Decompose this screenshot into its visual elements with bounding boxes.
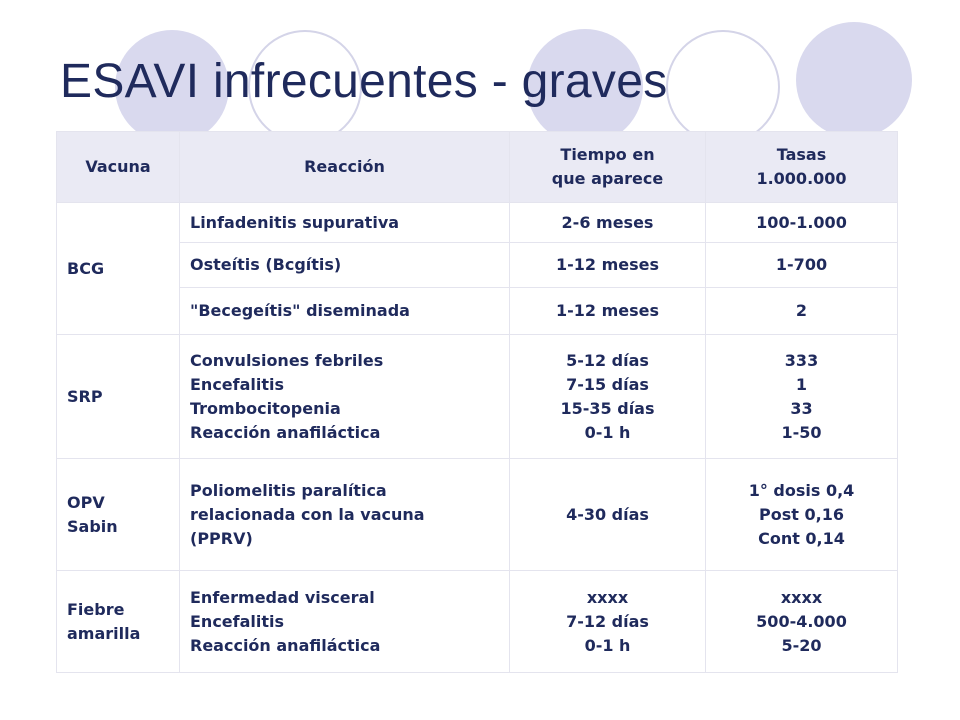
cell-vacuna-bcg: BCG — [57, 203, 180, 335]
decor-circle-filled-3 — [796, 22, 912, 138]
cell-reacciones-fiebre: Enfermedad visceral Encefalitis Reacción anafiláctica — [180, 571, 510, 673]
cell-vacuna-fiebre: Fiebre amarilla — [57, 571, 180, 673]
cell-reacciones-srp: Convulsiones febriles Encefalitis Trombocitopenia Reacción anafiláctica — [180, 335, 510, 459]
cell-tiempo: 1-12 meses — [510, 288, 706, 335]
table-row — [57, 203, 898, 243]
table-row — [57, 459, 898, 571]
cell-reaccion: Linfadenitis supurativa — [180, 203, 510, 243]
cell-tiempo: 1-12 meses — [510, 243, 706, 288]
table-header-row — [57, 132, 898, 203]
esavi-table — [56, 131, 898, 673]
table-row — [57, 571, 898, 673]
header-tasas: Tasas 1.000.000 — [706, 132, 898, 203]
cell-tiempo-opv: 4-30 días — [510, 459, 706, 571]
header-vacuna: Vacuna — [57, 132, 180, 203]
cell-tiempos-fiebre: xxxx 7-12 días 0-1 h — [510, 571, 706, 673]
cell-vacuna-srp: SRP — [57, 335, 180, 459]
cell-tasas-srp: 333 1 33 1-50 — [706, 335, 898, 459]
decor-circle-outline-2 — [667, 31, 779, 143]
header-tiempo: Tiempo en que aparece — [510, 132, 706, 203]
header-reaccion: Reacción — [180, 132, 510, 203]
cell-tasa: 1-700 — [706, 243, 898, 288]
cell-tasa: 100-1.000 — [706, 203, 898, 243]
slide-title: ESAVI infrecuentes - graves — [60, 55, 668, 108]
cell-reaccion: "Becegeítis" diseminada — [180, 288, 510, 335]
cell-reaccion-opv: Poliomelitis paralítica relacionada con la vacuna (PPRV) — [180, 459, 510, 571]
cell-vacuna-opv: OPV Sabin — [57, 459, 180, 571]
cell-tasas-opv: 1° dosis 0,4 Post 0,16 Cont 0,14 — [706, 459, 898, 571]
cell-reaccion: Osteítis (Bcgítis) — [180, 243, 510, 288]
table-row — [57, 335, 898, 459]
cell-tiempo: 2-6 meses — [510, 203, 706, 243]
cell-tasa: 2 — [706, 288, 898, 335]
cell-tiempos-srp: 5-12 días 7-15 días 15-35 días 0-1 h — [510, 335, 706, 459]
cell-tasas-fiebre: xxxx 500-4.000 5-20 — [706, 571, 898, 673]
table-row — [57, 243, 898, 288]
table-row — [57, 288, 898, 335]
